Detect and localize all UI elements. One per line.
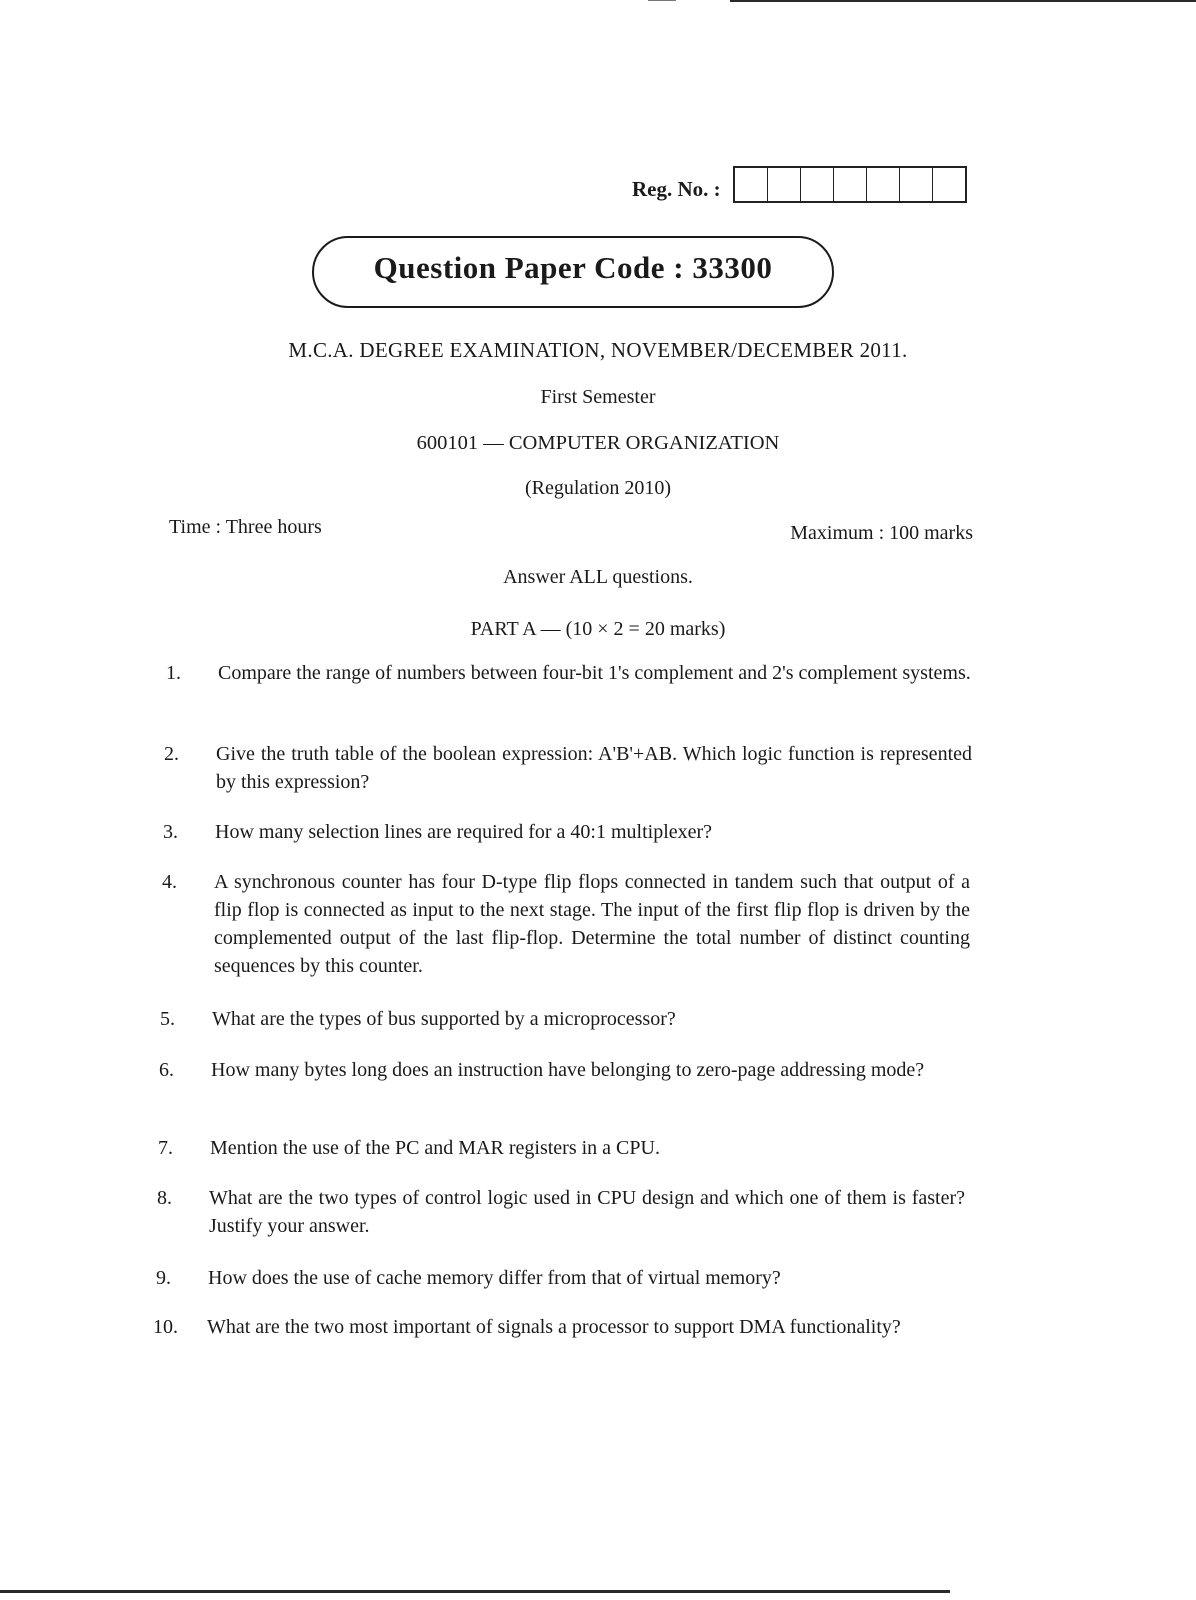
exam-title: M.C.A. DEGREE EXAMINATION, NOVEMBER/DECEMBER 2011. [288, 338, 908, 362]
question-paper-code: Question Paper Code : 33300 [373, 250, 773, 285]
question-paper-code-badge [312, 236, 834, 308]
question-number: 6. [159, 1059, 174, 1081]
scan-artifact-line [648, 0, 676, 1]
question-text: Compare the range of numbers between four-bit 1's complement and 2's complement systems. [218, 662, 971, 684]
question-number: 7. [158, 1137, 173, 1159]
reg-no-boxes [733, 166, 967, 203]
question-number: 9. [156, 1267, 171, 1289]
reg-no-box [735, 168, 768, 201]
question-number: 10. [153, 1316, 178, 1338]
reg-no-box [834, 168, 867, 201]
question-text: What are the two most important of signals a processor to support DMA functionality? [207, 1316, 901, 1338]
reg-no-label: Reg. No. : [632, 177, 721, 201]
question-number: 2. [164, 743, 179, 765]
reg-no-box [933, 168, 965, 201]
instruction: Answer ALL questions. [503, 566, 693, 588]
reg-no-box [900, 168, 933, 201]
question-number: 5. [160, 1008, 175, 1030]
regulation: (Regulation 2010) [524, 477, 672, 499]
reg-no-box [801, 168, 834, 201]
question-text: Mention the use of the PC and MAR registers in a CPU. [210, 1137, 660, 1159]
question-number: 1. [166, 662, 181, 684]
question-text: How many bytes long does an instruction have belonging to zero-page addressing mode? [211, 1059, 925, 1081]
question-text: A synchronous counter has four D-type flip flops connected in tandem such that output of a flip flop is connected as input to the next stage. The input of the first flip flop is driven by the complemented output of the last flip-flop. Determine the total number of distinct counting sequences by this counter. [214, 871, 970, 977]
time-duration: Time : Three hours [169, 516, 322, 538]
reg-no-box [867, 168, 900, 201]
question-number: 4. [162, 871, 177, 893]
question-number: 8. [157, 1187, 172, 1209]
question-text: Give the truth table of the boolean expression: A'B'+AB. Which logic function is represented by this expression? [216, 743, 972, 793]
reg-no-box [768, 168, 801, 201]
question-text: What are the types of bus supported by a microprocessor? [212, 1008, 676, 1030]
semester: First Semester [540, 386, 656, 408]
registration-number-row [632, 166, 967, 203]
question-number: 3. [163, 821, 178, 843]
question-text: How does the use of cache memory differ from that of virtual memory? [208, 1267, 781, 1289]
subject-title: 600101 — COMPUTER ORGANIZATION [416, 432, 780, 454]
maximum-marks: Maximum : 100 marks [790, 522, 973, 544]
part-heading: PART A — (10 × 2 = 20 marks) [470, 618, 726, 640]
question-text: How many selection lines are required for a 40:1 multiplexer? [215, 821, 713, 843]
question-text: What are the two types of control logic used in CPU design and which one of them is faster? Justify your answer. [209, 1187, 965, 1237]
scan-artifact-line [0, 1590, 950, 1593]
scan-artifact-line [730, 0, 1196, 2]
